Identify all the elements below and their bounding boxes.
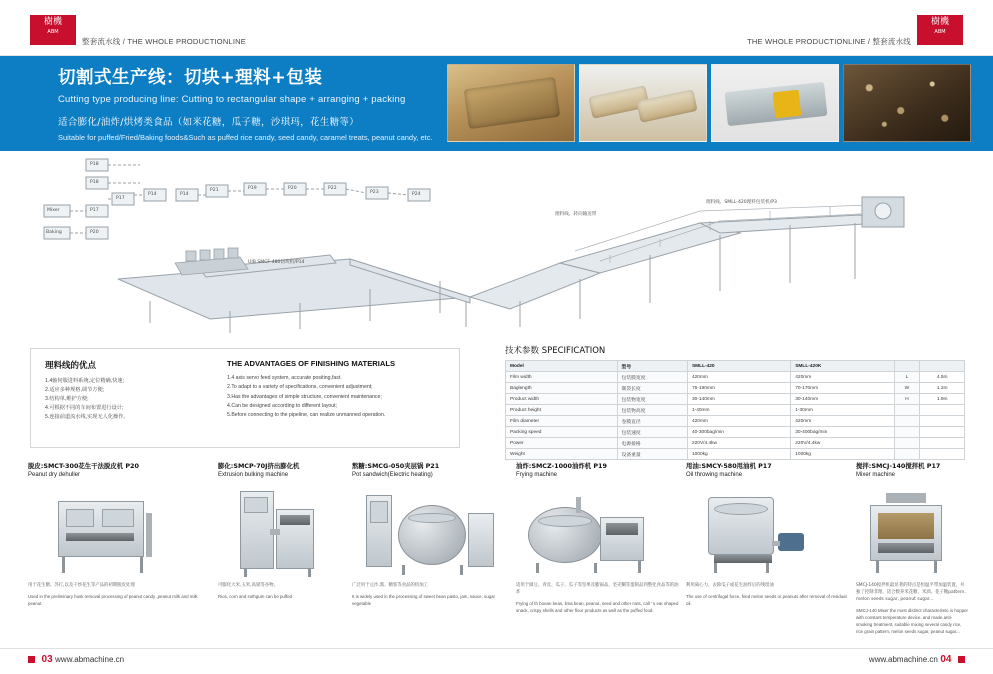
packaged-bar-photo xyxy=(711,64,839,142)
brand-logo-right-cn: 樹機 xyxy=(930,17,949,27)
spec-label-cn: 包装速度 xyxy=(617,427,687,438)
brand-tagline-left-cn: 整套流水线 xyxy=(82,37,121,46)
machine-gallery xyxy=(0,462,993,647)
machine-title-en: Mixer machine xyxy=(856,471,896,478)
brand-logo-right-sub: ABM xyxy=(934,29,946,35)
brand-tagline-left xyxy=(82,36,246,47)
advantages-box xyxy=(30,348,460,448)
machine-card-oil-throwing xyxy=(686,462,848,607)
brand-logo-left-sub: ABM xyxy=(47,29,59,35)
spec-label-cn: 电源接格 xyxy=(617,438,687,449)
brand-logo-left xyxy=(30,15,76,45)
machine-desc-en: The use of centrifugal force, fried melon seeds or peanuts after removal of residual oil. xyxy=(686,594,847,607)
spec-label-cn: 包装物高度 xyxy=(617,405,687,416)
diagram-node-p21: P21 xyxy=(210,188,219,193)
square-marker-icon xyxy=(28,656,35,663)
website-right: www.abmachine.cn xyxy=(868,655,938,664)
machine-photo-sandwich-pot xyxy=(352,483,510,578)
table-row xyxy=(506,394,965,405)
spec-header-model1: SMLL-420 xyxy=(687,361,790,372)
machine-title-cn: 甩油:SMCY-580甩油机 P17 xyxy=(686,462,772,470)
spec-label-en: Product width xyxy=(506,394,618,405)
page-number-right: 04 xyxy=(940,654,952,665)
spec-dim-value xyxy=(920,427,965,438)
list-item: 5.Before connecting to the pipeline, can realize unmanned operation. xyxy=(227,412,386,419)
table-row xyxy=(506,449,965,460)
spec-header-model-cn: 型号 xyxy=(617,361,687,372)
machine-card-peanut-dehuller xyxy=(28,462,204,607)
spec-dim-value: 1.2m xyxy=(920,383,965,394)
machine-card-mixer xyxy=(856,462,968,635)
spec-dim-key xyxy=(894,416,920,427)
spec-value-2: 70-170mm xyxy=(791,383,894,394)
spec-dim-val-empty xyxy=(920,361,965,372)
spec-label-en: Power xyxy=(506,438,618,449)
list-item: 2.适应多种规格,调节方便; xyxy=(45,387,105,394)
list-item: 4.可根据不同的车间布置进行设计; xyxy=(45,405,124,412)
spec-header-model2: SMLL-420K xyxy=(791,361,894,372)
machine-title-en: Extrusion bulking machine xyxy=(218,471,289,478)
diagram-node-p23: P23 xyxy=(370,190,379,195)
spec-value-2: 420mm xyxy=(791,416,894,427)
seed-candy-photo xyxy=(843,64,971,142)
machine-photo-peanut-dehuller xyxy=(28,483,204,578)
diagram-node-p18b: P18 xyxy=(90,180,99,185)
brand-tagline-right xyxy=(747,36,911,47)
spec-dim-value xyxy=(920,438,965,449)
advantages-list-en xyxy=(227,374,452,421)
machine-desc-cn: 广泛用于豆沙,酱、糖浆等食品的机加工 xyxy=(352,582,429,588)
machine-card-extrusion-bulking xyxy=(218,462,348,600)
machine-desc-cn: 可膨化大米,玉米,高梁等谷物。 xyxy=(218,582,278,588)
brand-logo-right xyxy=(917,15,963,45)
brand-tagline-left-en: / THE WHOLE PRODUCTIONLINE xyxy=(122,37,246,46)
list-item: 1.4 axis servo feed system, accurate positing,fast. xyxy=(227,375,342,381)
spec-dim-value xyxy=(920,405,965,416)
machine-photo-extrusion-bulking xyxy=(218,483,348,578)
spec-label-en: Film diameter xyxy=(506,416,618,427)
spec-dim-key xyxy=(894,405,920,416)
spec-value-2: 220V/4.4kw xyxy=(791,438,894,449)
table-row xyxy=(506,416,965,427)
spec-dim-key xyxy=(894,449,920,460)
spec-dim-key-empty xyxy=(894,361,920,372)
production-line-drawing xyxy=(0,151,993,336)
spec-value-1: 420mm xyxy=(687,416,790,427)
table-row xyxy=(506,427,965,438)
advantages-en xyxy=(227,359,452,421)
production-line-diagram xyxy=(0,151,993,336)
diagram-node-p19: P19 xyxy=(248,186,257,191)
hero-text-block xyxy=(58,64,478,142)
spec-label-en: Product height xyxy=(506,405,618,416)
spec-dim-key: H xyxy=(894,394,920,405)
machine-title-en: Oil throwing machine xyxy=(686,471,743,478)
table-row xyxy=(506,405,965,416)
spec-value-1: 220V/4.4kw xyxy=(687,438,790,449)
machine-desc-cn: 利用离心力、去除瓜子或花生油炸后的残留油 xyxy=(686,582,774,588)
machine-photo-mixer xyxy=(856,483,968,578)
list-item: 2.To adapt to a variety of specifications, convenient adjustment; xyxy=(227,384,373,391)
spec-label-cn: 设备重量 xyxy=(617,449,687,460)
diagram-node-p20: P20 xyxy=(288,186,297,191)
machine-title-cn: 搅拌:SMCJ-140搅拌机 P17 xyxy=(856,462,941,470)
spec-label-cn: 制袋长度 xyxy=(617,383,687,394)
list-item: 3.结构单,维护方便; xyxy=(45,396,89,403)
advantages-title-en: THE ADVANTAGES OF FINISHING MATERIALS xyxy=(227,359,396,368)
brand-logo-left-cn: 樹機 xyxy=(43,17,62,27)
machine-title-en: Frying machine xyxy=(516,471,558,478)
website-left: www.abmachine.cn xyxy=(55,655,125,664)
spec-value-2: 1-30mm xyxy=(791,405,894,416)
spec-dim-value xyxy=(920,449,965,460)
specification-table xyxy=(505,360,965,460)
spec-value-1: 75-190mm xyxy=(687,383,790,394)
machine-photo-oil-throwing xyxy=(686,483,848,578)
diagram-node-p22: P22 xyxy=(328,186,337,191)
machine-card-frying xyxy=(516,462,680,614)
spec-dim-key: L xyxy=(894,372,920,383)
list-item: 5.连接前道流水线,实现无人化操作。 xyxy=(45,414,129,421)
brand-tagline-right-en: THE WHOLE PRODUCTIONLINE xyxy=(747,37,866,46)
spec-dim-value: 4.5m xyxy=(920,372,965,383)
diagram-node-mixer: Mixer xyxy=(47,208,60,213)
diagram-node-p24: P24 xyxy=(412,192,421,197)
diagram-node-baking: Baking xyxy=(46,230,62,235)
spec-label-cn: 包装膜宽度 xyxy=(617,372,687,383)
rice-candy-bars-photo xyxy=(579,64,707,142)
footer-right xyxy=(869,654,965,665)
diagram-label-packing: 理料线、SMLL-420理料包装机/P3 xyxy=(706,200,777,205)
machine-desc-en: Used in the preliminary husk removal processing of peanut candy ,peanut milk and milk peanut xyxy=(28,594,198,607)
machine-desc-cn: SMCJ-140搅拌机最显著的特点是恒温平带加温装置，并独了控制非理，适合数养米花糖、米酒、花子糖pattern, melon seeds sugar, peanut sugar... xyxy=(856,582,966,603)
spec-label-en: Weight xyxy=(506,449,618,460)
diagram-node-p17b: P17 xyxy=(90,208,99,213)
spec-label-en: Packing speed xyxy=(506,427,618,438)
advantages-cn xyxy=(45,359,230,422)
spec-dim-key xyxy=(894,427,920,438)
table-row xyxy=(506,372,965,383)
hero-title-cn: 切割式生产线：切块+理料+包装 xyxy=(58,68,323,88)
diagram-node-p14a: P14 xyxy=(148,192,157,197)
machine-photo-frying xyxy=(516,483,680,578)
specification-section xyxy=(505,344,965,460)
machine-card-sandwich-pot xyxy=(352,462,510,607)
advantages-list-cn xyxy=(45,377,230,422)
hero-subtitle-cn: 适合膨化/油炸/烘烤类食品（如米花糖，瓜子糖，沙琪玛，花生糖等） xyxy=(58,117,360,128)
machine-title-cn: 油炸:SMCZ-1000油炸机 P19 xyxy=(516,462,607,470)
spec-dim-key: W xyxy=(894,383,920,394)
machine-desc-en: SMCJ-140 Mixer the most distinct characteristic is hopper with constant temperature device, and made anti-smoking treatment, suitable mixing several candy rice, rice grain pattern, melon seeds sugar, peanut sugar... xyxy=(856,608,968,635)
spec-value-2: 30-400bag/min xyxy=(791,427,894,438)
diagram-node-p20b: P20 xyxy=(90,230,99,235)
diagram-node-p18a: P18 xyxy=(90,162,99,167)
spec-label-en: Baglength xyxy=(506,383,618,394)
machine-title-cn: 熬糖:SMCG-050夹层锅 P21 xyxy=(352,462,440,470)
advantages-and-spec-row xyxy=(0,340,993,460)
spec-value-2: 1000kg xyxy=(791,449,894,460)
page-header xyxy=(0,0,993,56)
spec-value-1: 1-40mm xyxy=(687,405,790,416)
footer-left xyxy=(28,654,124,665)
cereal-bar-photo xyxy=(447,64,575,142)
spec-value-1: 420mm xyxy=(687,372,790,383)
square-marker-icon xyxy=(958,656,965,663)
diagram-node-p17a: P17 xyxy=(116,196,125,201)
diagram-label-arranging: 理料线、转向输送带 xyxy=(555,212,597,217)
table-row xyxy=(506,438,965,449)
machine-desc-en: Rios, corn and sothgum can be puffed xyxy=(218,594,293,600)
specification-title: 技术参数 SPECIFICATION xyxy=(505,346,606,356)
list-item: 1.4轴伺服进料系统,定位精确,快速; xyxy=(45,378,124,384)
table-row xyxy=(506,383,965,394)
machine-title-en: Pot sandwich(Electric heating) xyxy=(352,471,433,478)
hero-subtitle-en: Suitable for puffed/Fried/Baking foods&Such as puffed rice candy, seed candy, caramel treats, peanut candy, etc. xyxy=(58,133,433,142)
machine-title-cn: 脱皮:SMCT-300花生干法脱皮机 P20 xyxy=(28,462,139,470)
advantages-title-cn: 理料线的优点 xyxy=(45,361,97,371)
spec-value-1: 40-300bag/min xyxy=(687,427,790,438)
machine-title-en: Peanut dry dehuller xyxy=(28,471,81,478)
page-footer xyxy=(0,648,993,674)
machine-desc-en: It is widely used in the processing of sweet bean pasto, jam, sauce, sugar vegetable xyxy=(352,594,496,607)
hero-banner xyxy=(0,56,993,151)
list-item: 3.Has the advantages of simple structure, convenient maintenance; xyxy=(227,393,382,400)
spec-value-1: 1000kg xyxy=(687,449,790,460)
spec-header-model-en: Model xyxy=(506,361,618,372)
hero-title-en: Cutting type producing line: Cutting to rectangular shape + arranging + packing xyxy=(58,94,406,105)
spec-value-2: 420mm xyxy=(791,372,894,383)
list-item: 4.Can be designed according to different layout; xyxy=(227,403,338,410)
diagram-label-cutting: UIB SMCF-480切块机/P14 xyxy=(248,260,305,265)
machine-desc-en: Frying of th boean beas, lima bean, peanut, seed and other nuts, call ' s ear shaped snack, crispy shells and other flour products as well as the puffed food. xyxy=(516,601,679,614)
spec-dim-value: 1.9m xyxy=(920,394,965,405)
hero-photo-strip xyxy=(447,64,971,142)
spec-dim-value xyxy=(920,416,965,427)
spec-label-cn: 卷膜直径 xyxy=(617,416,687,427)
machine-desc-cn: 用于花生糖、苏打,以及干炒花生等产品的初期脱皮处理 xyxy=(28,582,135,588)
spec-dim-key xyxy=(894,438,920,449)
page-number-left: 03 xyxy=(41,654,53,665)
spec-label-en: Film width xyxy=(506,372,618,383)
machine-title-cn: 膨化:SMCP-70J挤出膨化机 xyxy=(218,462,300,470)
spec-label-cn: 包装物宽度 xyxy=(617,394,687,405)
spec-value-2: 30-140mm xyxy=(791,394,894,405)
brand-tagline-right-cn: / 整套流水线 xyxy=(867,37,911,46)
diagram-node-p14b: P14 xyxy=(180,192,189,197)
table-row xyxy=(506,361,965,372)
machine-desc-cn: 适用于做豆、青皮、瓜子、瓜子等坚果及膨锅品、坚壳糊等蛋制品到整化食品等的油炸 xyxy=(516,582,679,596)
spec-value-1: 30-140mm xyxy=(687,394,790,405)
